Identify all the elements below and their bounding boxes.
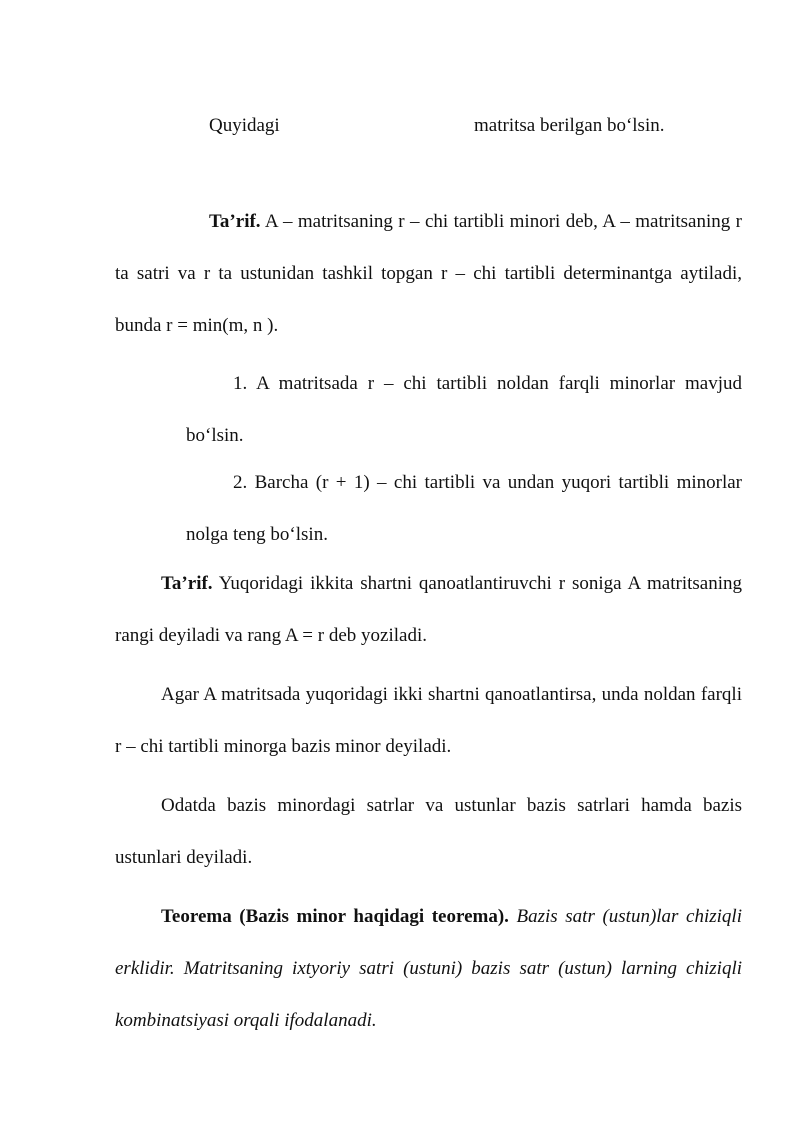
intro-left-text: Quyidagi <box>209 115 280 136</box>
theorem-paragraph <box>115 891 742 1047</box>
theorem-title: Teorema (Bazis minor haqidagi teorema). <box>161 906 509 927</box>
paragraph-basis-rows: Odatda bazis minordagi satrlar va ustunlar bazis satrlari hamda bazis ustunlari deyiladi. <box>115 795 742 868</box>
intro-right-text: matritsa berilgan bo‘lsin. <box>474 115 665 136</box>
definition-rank <box>115 558 742 662</box>
condition-item-2: 2. Barcha (r + 1) – chi tartibli va undan yuqori tartibli minorlar nolga teng bo‘lsin. <box>186 472 742 545</box>
condition-item-1: 1. A matritsada r – chi tartibli noldan farqli minorlar mavjud bo‘lsin. <box>186 373 742 446</box>
definition-text: Yuqoridagi ikkita shartni qanoatlantiruvchi r soniga A matritsaning rangi deyiladi va rang A = r deb yoziladi. <box>115 573 742 646</box>
definition-text: A – matritsaning r – chi tartibli minori deb, A – matritsaning r ta satri va r ta ustunidan tashkil topgan r – chi tartibli determinantga aytiladi, bunda r = min(m, n ). <box>115 211 742 336</box>
paragraph-basis-minor: Agar A matritsada yuqoridagi ikki shartni qanoatlantirsa, unda noldan farqli r – chi tartibli minorga bazis minor deyiladi. <box>115 684 742 757</box>
definition-term: Ta’rif. <box>161 573 213 594</box>
definition-term: Ta’rif. <box>209 211 261 232</box>
definition-minor <box>115 196 742 352</box>
theorem-text: Bazis satr (ustun)lar chiziqli erklidir. Matritsaning ixtyoriy satri (ustuni) bazis satr (ustun) larning chiziqli kombinatsiyasi orqali ifodalanadi. <box>115 906 742 1031</box>
